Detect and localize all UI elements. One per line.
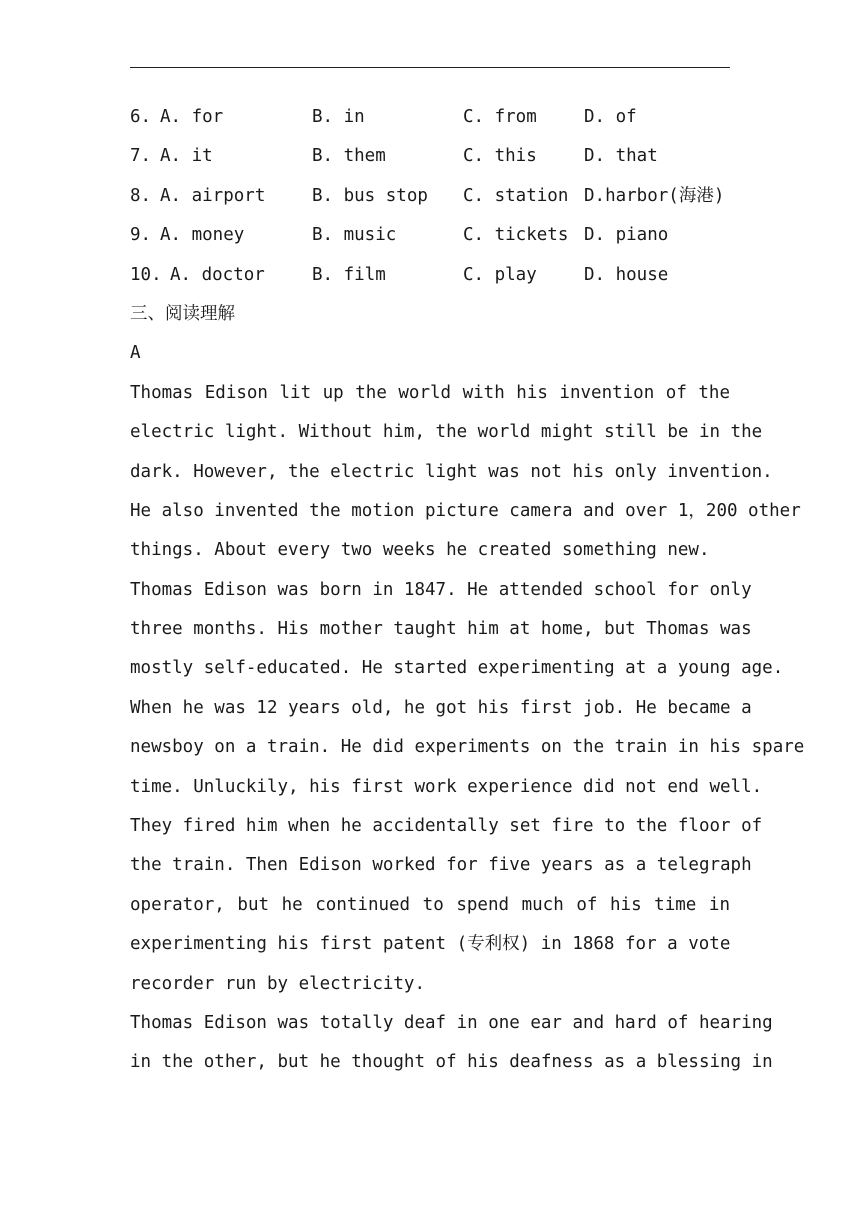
option-c: C. from (463, 107, 537, 127)
option-b: B. bus stop (312, 185, 428, 206)
option-row-8 (130, 177, 730, 216)
header-rule (130, 67, 730, 68)
option-b: B. film (312, 264, 386, 285)
option-d: D. house (584, 264, 669, 285)
paragraph-line: operator, but he continued to spend much of his time in (130, 894, 730, 915)
question-number: 6. (130, 107, 152, 127)
option-c: C. this (463, 146, 537, 167)
option-c: C. tickets (463, 225, 569, 246)
paragraph-line: time. Unluckily, his first work experience did not end well. (130, 776, 763, 797)
option-d: D. of (584, 107, 637, 127)
paragraph-line: in the other, but he thought of his deafness as a blessing in (130, 1052, 773, 1073)
paragraph-line: Thomas Edison was totally deaf in one ear and hard of hearing (130, 1012, 773, 1033)
option-row-9 (130, 216, 730, 255)
option-a: A. it (160, 146, 213, 167)
paragraph-line: They fired him when he accidentally set fire to the floor of (130, 816, 763, 837)
option-row-7 (130, 137, 730, 176)
option-a: A. for (160, 107, 224, 127)
paragraph-line: Thomas Edison was born in 1847. He attended school for only (130, 579, 752, 600)
option-row-10 (130, 256, 730, 295)
question-number: 8. (130, 185, 152, 206)
paragraph-line: the train. Then Edison worked for five years as a telegraph (130, 855, 752, 876)
paragraph-line: recorder run by electricity. (130, 973, 426, 994)
question-number: 10. (130, 264, 162, 285)
option-d: D. piano (584, 225, 669, 246)
option-b: B. in (312, 107, 365, 127)
paragraph-line: Thomas Edison lit up the world with his invention of the (130, 382, 730, 403)
document-content (130, 98, 805, 1083)
options-list (130, 98, 730, 295)
option-c: C. station (463, 185, 569, 206)
option-b: B. music (312, 225, 397, 246)
option-d: D.harbor(海港) (584, 185, 725, 206)
paragraph-line: mostly self-educated. He started experimenting at a young age. (130, 658, 784, 679)
paragraph-3 (130, 1004, 773, 1083)
paragraph-1 (130, 374, 801, 571)
paragraph-line: When he was 12 years old, he got his first job. He became a (130, 697, 752, 718)
question-number: 7. (130, 146, 152, 167)
option-row-6 (130, 98, 730, 137)
paragraph-line: newsboy on a train. He did experiments on the train in his spare (130, 737, 805, 758)
option-c: C. play (463, 264, 537, 285)
paragraph-line: He also invented the motion picture camera and over 1，200 other (130, 500, 801, 521)
question-number: 9. (130, 225, 152, 246)
passage-label: A (130, 343, 141, 364)
option-a: A. doctor (170, 264, 265, 285)
section-title: 三、阅读理解 (130, 303, 235, 324)
paragraph-line: dark. However, the electric light was not his only invention. (130, 461, 773, 482)
paragraph-line: things. About every two weeks he created something new. (130, 540, 710, 561)
paragraph-line: electric light. Without him, the world might still be in the (130, 422, 763, 443)
paragraph-2 (130, 571, 805, 1004)
option-a: A. money (160, 225, 245, 246)
option-d: D. that (584, 146, 658, 167)
paragraph-line: experimenting his first patent (专利权) in 1868 for a vote (130, 934, 731, 955)
option-b: B. them (312, 146, 386, 167)
option-a: A. airport (160, 185, 266, 206)
paragraph-line: three months. His mother taught him at home, but Thomas was (130, 619, 752, 640)
